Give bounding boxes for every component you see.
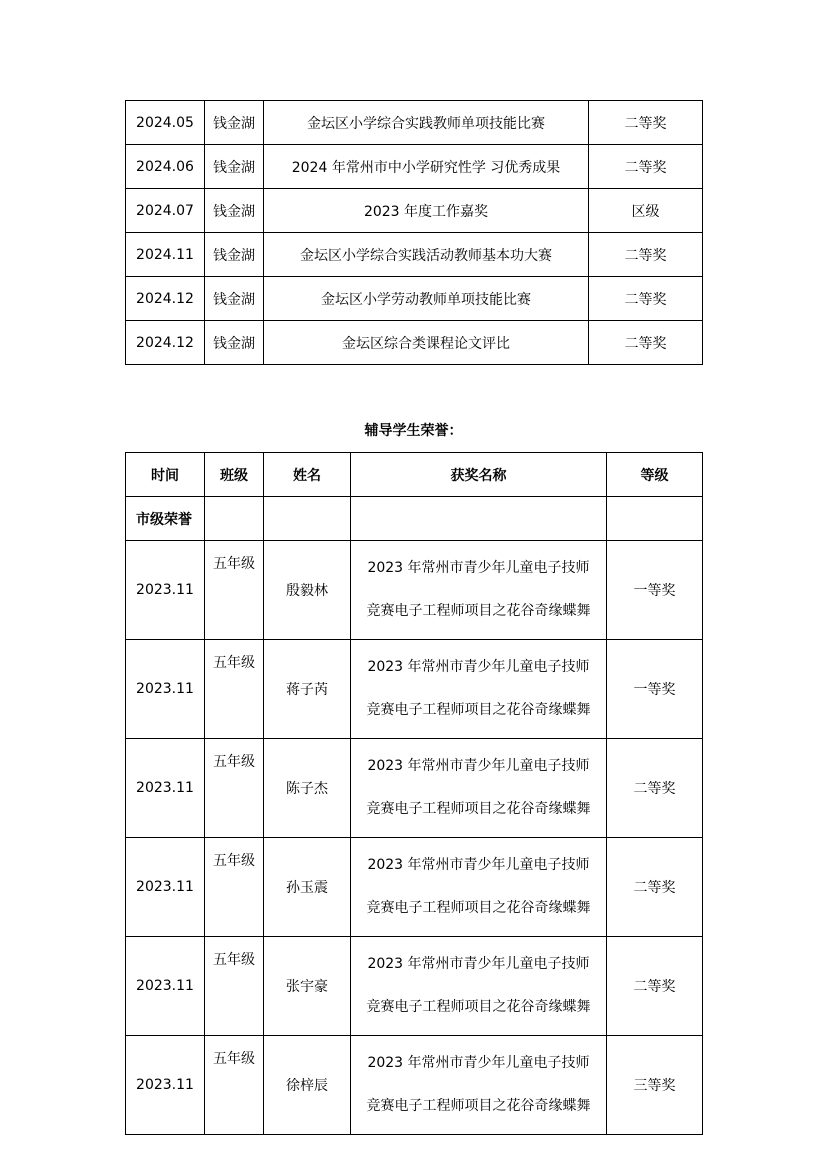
cell-grade: 一等奖 (607, 640, 703, 739)
cell-class: 五年级 (205, 937, 264, 1036)
cell-award (351, 640, 607, 739)
cell-date: 2024.07 (126, 189, 205, 233)
cell-event: 金坛区小学综合实践教师单项技能比赛 (264, 101, 589, 145)
table-row (126, 321, 703, 365)
cell-name: 殷毅林 (264, 541, 351, 640)
cell-level: 二等奖 (589, 277, 703, 321)
cell-time: 2023.11 (126, 838, 205, 937)
cell-award (351, 541, 607, 640)
cell-grade: 二等奖 (607, 739, 703, 838)
cell-event: 2024 年常州市中小学研究性学 习优秀成果 (264, 145, 589, 189)
table-row (126, 145, 703, 189)
category-row (126, 497, 703, 541)
cell-name: 钱金湖 (205, 277, 264, 321)
cell-date: 2024.11 (126, 233, 205, 277)
cell-date: 2024.05 (126, 101, 205, 145)
cell-name: 张宇豪 (264, 937, 351, 1036)
cell-grade: 三等奖 (607, 1036, 703, 1135)
cell-class: 五年级 (205, 640, 264, 739)
table-row (126, 937, 703, 1036)
cell-level: 二等奖 (589, 233, 703, 277)
cell-date: 2024.12 (126, 277, 205, 321)
cell-name: 钱金湖 (205, 321, 264, 365)
cell-name: 钱金湖 (205, 101, 264, 145)
table-row (126, 838, 703, 937)
cell-name: 陈子杰 (264, 739, 351, 838)
header-class: 班级 (205, 453, 264, 497)
award-line-2: 竞赛电子工程师项目之花谷奇缘蝶舞 (366, 702, 591, 718)
cell-class: 五年级 (205, 541, 264, 640)
cell-award (351, 1036, 607, 1135)
award-line-2: 竞赛电子工程师项目之花谷奇缘蝶舞 (366, 999, 591, 1015)
award-line-2: 竞赛电子工程师项目之花谷奇缘蝶舞 (366, 1098, 591, 1114)
header-time: 时间 (126, 453, 205, 497)
table-row (126, 739, 703, 838)
table-header-row (126, 453, 703, 497)
category-label: 市级荣誉 (126, 497, 205, 541)
teacher-awards-table (125, 100, 703, 365)
cell-class: 五年级 (205, 838, 264, 937)
table-row (126, 101, 703, 145)
cell-name: 徐梓辰 (264, 1036, 351, 1135)
cell-grade: 二等奖 (607, 838, 703, 937)
section-title: 辅导学生荣誉： (364, 423, 463, 439)
table-row (126, 1036, 703, 1135)
award-line-1: 2023 年常州市青少年儿童电子技师 (367, 560, 590, 576)
table-row (126, 189, 703, 233)
award-line-2: 竞赛电子工程师项目之花谷奇缘蝶舞 (366, 603, 591, 619)
header-name: 姓名 (264, 453, 351, 497)
table-row (126, 233, 703, 277)
cell-level: 二等奖 (589, 101, 703, 145)
table-row (126, 277, 703, 321)
cell-date: 2024.06 (126, 145, 205, 189)
cell-date: 2024.12 (126, 321, 205, 365)
cell-award (351, 937, 607, 1036)
header-grade: 等级 (607, 453, 703, 497)
award-line-1: 2023 年常州市青少年儿童电子技师 (367, 956, 590, 972)
cell-award (351, 739, 607, 838)
header-award: 获奖名称 (351, 453, 607, 497)
cell-level: 二等奖 (589, 321, 703, 365)
award-line-1: 2023 年常州市青少年儿童电子技师 (367, 1055, 590, 1071)
cell-award (351, 838, 607, 937)
cell-grade: 一等奖 (607, 541, 703, 640)
award-line-1: 2023 年常州市青少年儿童电子技师 (367, 857, 590, 873)
cell-time: 2023.11 (126, 1036, 205, 1135)
cell-name: 孙玉震 (264, 838, 351, 937)
cell-class: 五年级 (205, 1036, 264, 1135)
cell-event: 金坛区小学劳动教师单项技能比赛 (264, 277, 589, 321)
table-row (126, 541, 703, 640)
cell-event: 金坛区小学综合实践活动教师基本功大赛 (264, 233, 589, 277)
award-line-2: 竞赛电子工程师项目之花谷奇缘蝶舞 (366, 801, 591, 817)
cell-time: 2023.11 (126, 937, 205, 1036)
award-line-1: 2023 年常州市青少年儿童电子技师 (367, 758, 590, 774)
cell-time: 2023.11 (126, 739, 205, 838)
cell-time: 2023.11 (126, 640, 205, 739)
student-awards-table (125, 452, 703, 1135)
cell-name: 蒋子芮 (264, 640, 351, 739)
cell-name: 钱金湖 (205, 145, 264, 189)
cell-event: 2023 年度工作嘉奖 (264, 189, 589, 233)
award-line-1: 2023 年常州市青少年儿童电子技师 (367, 659, 590, 675)
cell-name: 钱金湖 (205, 189, 264, 233)
cell-class: 五年级 (205, 739, 264, 838)
cell-grade: 二等奖 (607, 937, 703, 1036)
cell-level: 区级 (589, 189, 703, 233)
award-line-2: 竞赛电子工程师项目之花谷奇缘蝶舞 (366, 900, 591, 916)
cell-event: 金坛区综合类课程论文评比 (264, 321, 589, 365)
cell-time: 2023.11 (126, 541, 205, 640)
table-row (126, 640, 703, 739)
cell-name: 钱金湖 (205, 233, 264, 277)
cell-level: 二等奖 (589, 145, 703, 189)
